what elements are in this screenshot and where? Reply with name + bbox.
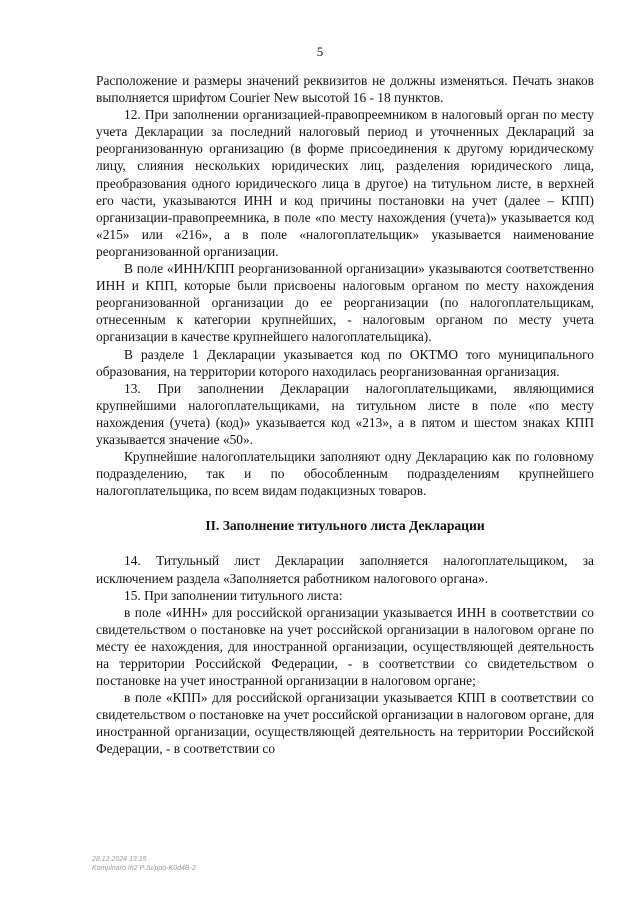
paragraph-13: 13. При заполнении Декларации налогоплательщиками, являющимися крупнейшими налогоплательщиками, на титульном листе в поле «по месту нахождения (учета) (код)» указывается код «213», а в пятом и шестом знаках КПП указывается значение «50».	[96, 380, 594, 447]
paragraph-14: 14. Титульный лист Декларации заполняется налогоплательщиком, за исключением раздела «Заполняется работником налогового органа».	[96, 553, 594, 586]
footer-stamp	[92, 855, 196, 873]
paragraph-oktmo: В разделе 1 Декларации указывается код по ОКТМО того муниципального образования, на территории которого находилась реорганизованная организация.	[96, 346, 594, 379]
document-body	[96, 72, 594, 758]
paragraph-inn-kpp-reorganized: В поле «ИНН/КПП реорганизованной организации» указываются соответственно ИНН и КПП, которые были присвоены налоговым органом по месту нахождения реорганизованной организации до ее реорганизации (по налогоплательщикам, отнесенным к категории крупнейших, - налоговым органом по месту учета организации в качестве крупнейшего налогоплательщика).	[96, 261, 594, 345]
page-number: 5	[316, 44, 324, 59]
paragraph-continuation: Расположение и размеры значений реквизитов не должны изменяться. Печать знаков выполняется шрифтом Courier New высотой 16 - 18 пунктов.	[96, 73, 594, 106]
paragraph-inn-field: в поле «ИНН» для российской организации указывается ИНН в соответствии со свидетельством о постановке на учет российской организации в налоговом органе по месту ее нахождения, для иностранной организации, осуществляющей деятельность на территории Российской Федерации, - в соответствии со свидетельством о постановке на учет иностранной организации в налоговом органе;	[96, 604, 594, 689]
footer-doc-id: Komplnaro Ih2 P.Ju/ppo-K0d4B-2	[92, 865, 196, 872]
footer-date: 28.12.2024 13:15	[92, 856, 147, 863]
paragraph-largest-taxpayers: Крупнейшие налогоплательщики заполняют одну Декларацию как по головному подразделению, так и по обособленным подразделениям крупнейшего налогоплательщика, по всем видам подакцизных товаров.	[96, 449, 594, 499]
paragraph-12: 12. При заполнении организацией-правопреемником в налоговый орган по месту учета Декларации за последний налоговый период и уточненных Деклараций за реорганизованную организацию (в форме присоединения к другому юридическому лицу, слияния нескольких юридических лиц, разделения юридического лица, преобразования одного юридического лица в другое) на титульном листе, в верхней его части, указываются ИНН и код причины постановки на учет (далее – КПП) организации-правопреемника, в поле «по месту нахождения (учета)» указывается код «215» или «216», а в поле «налогоплательщик» указывается наименование реорганизованной организации.	[96, 107, 594, 259]
section-heading: II. Заполнение титульного листа Декларации	[205, 518, 485, 534]
paragraph-kpp-field: в поле «КПП» для российской организации указывается КПП в соответствии со свидетельством о постановке на учет российской организации в налоговом органе, для иностранной организации, осуществляющей деятельность на территории Российской Федерации, - в соответствии со	[96, 690, 594, 757]
paragraph-15: 15. При заполнении титульного листа:	[124, 587, 343, 603]
